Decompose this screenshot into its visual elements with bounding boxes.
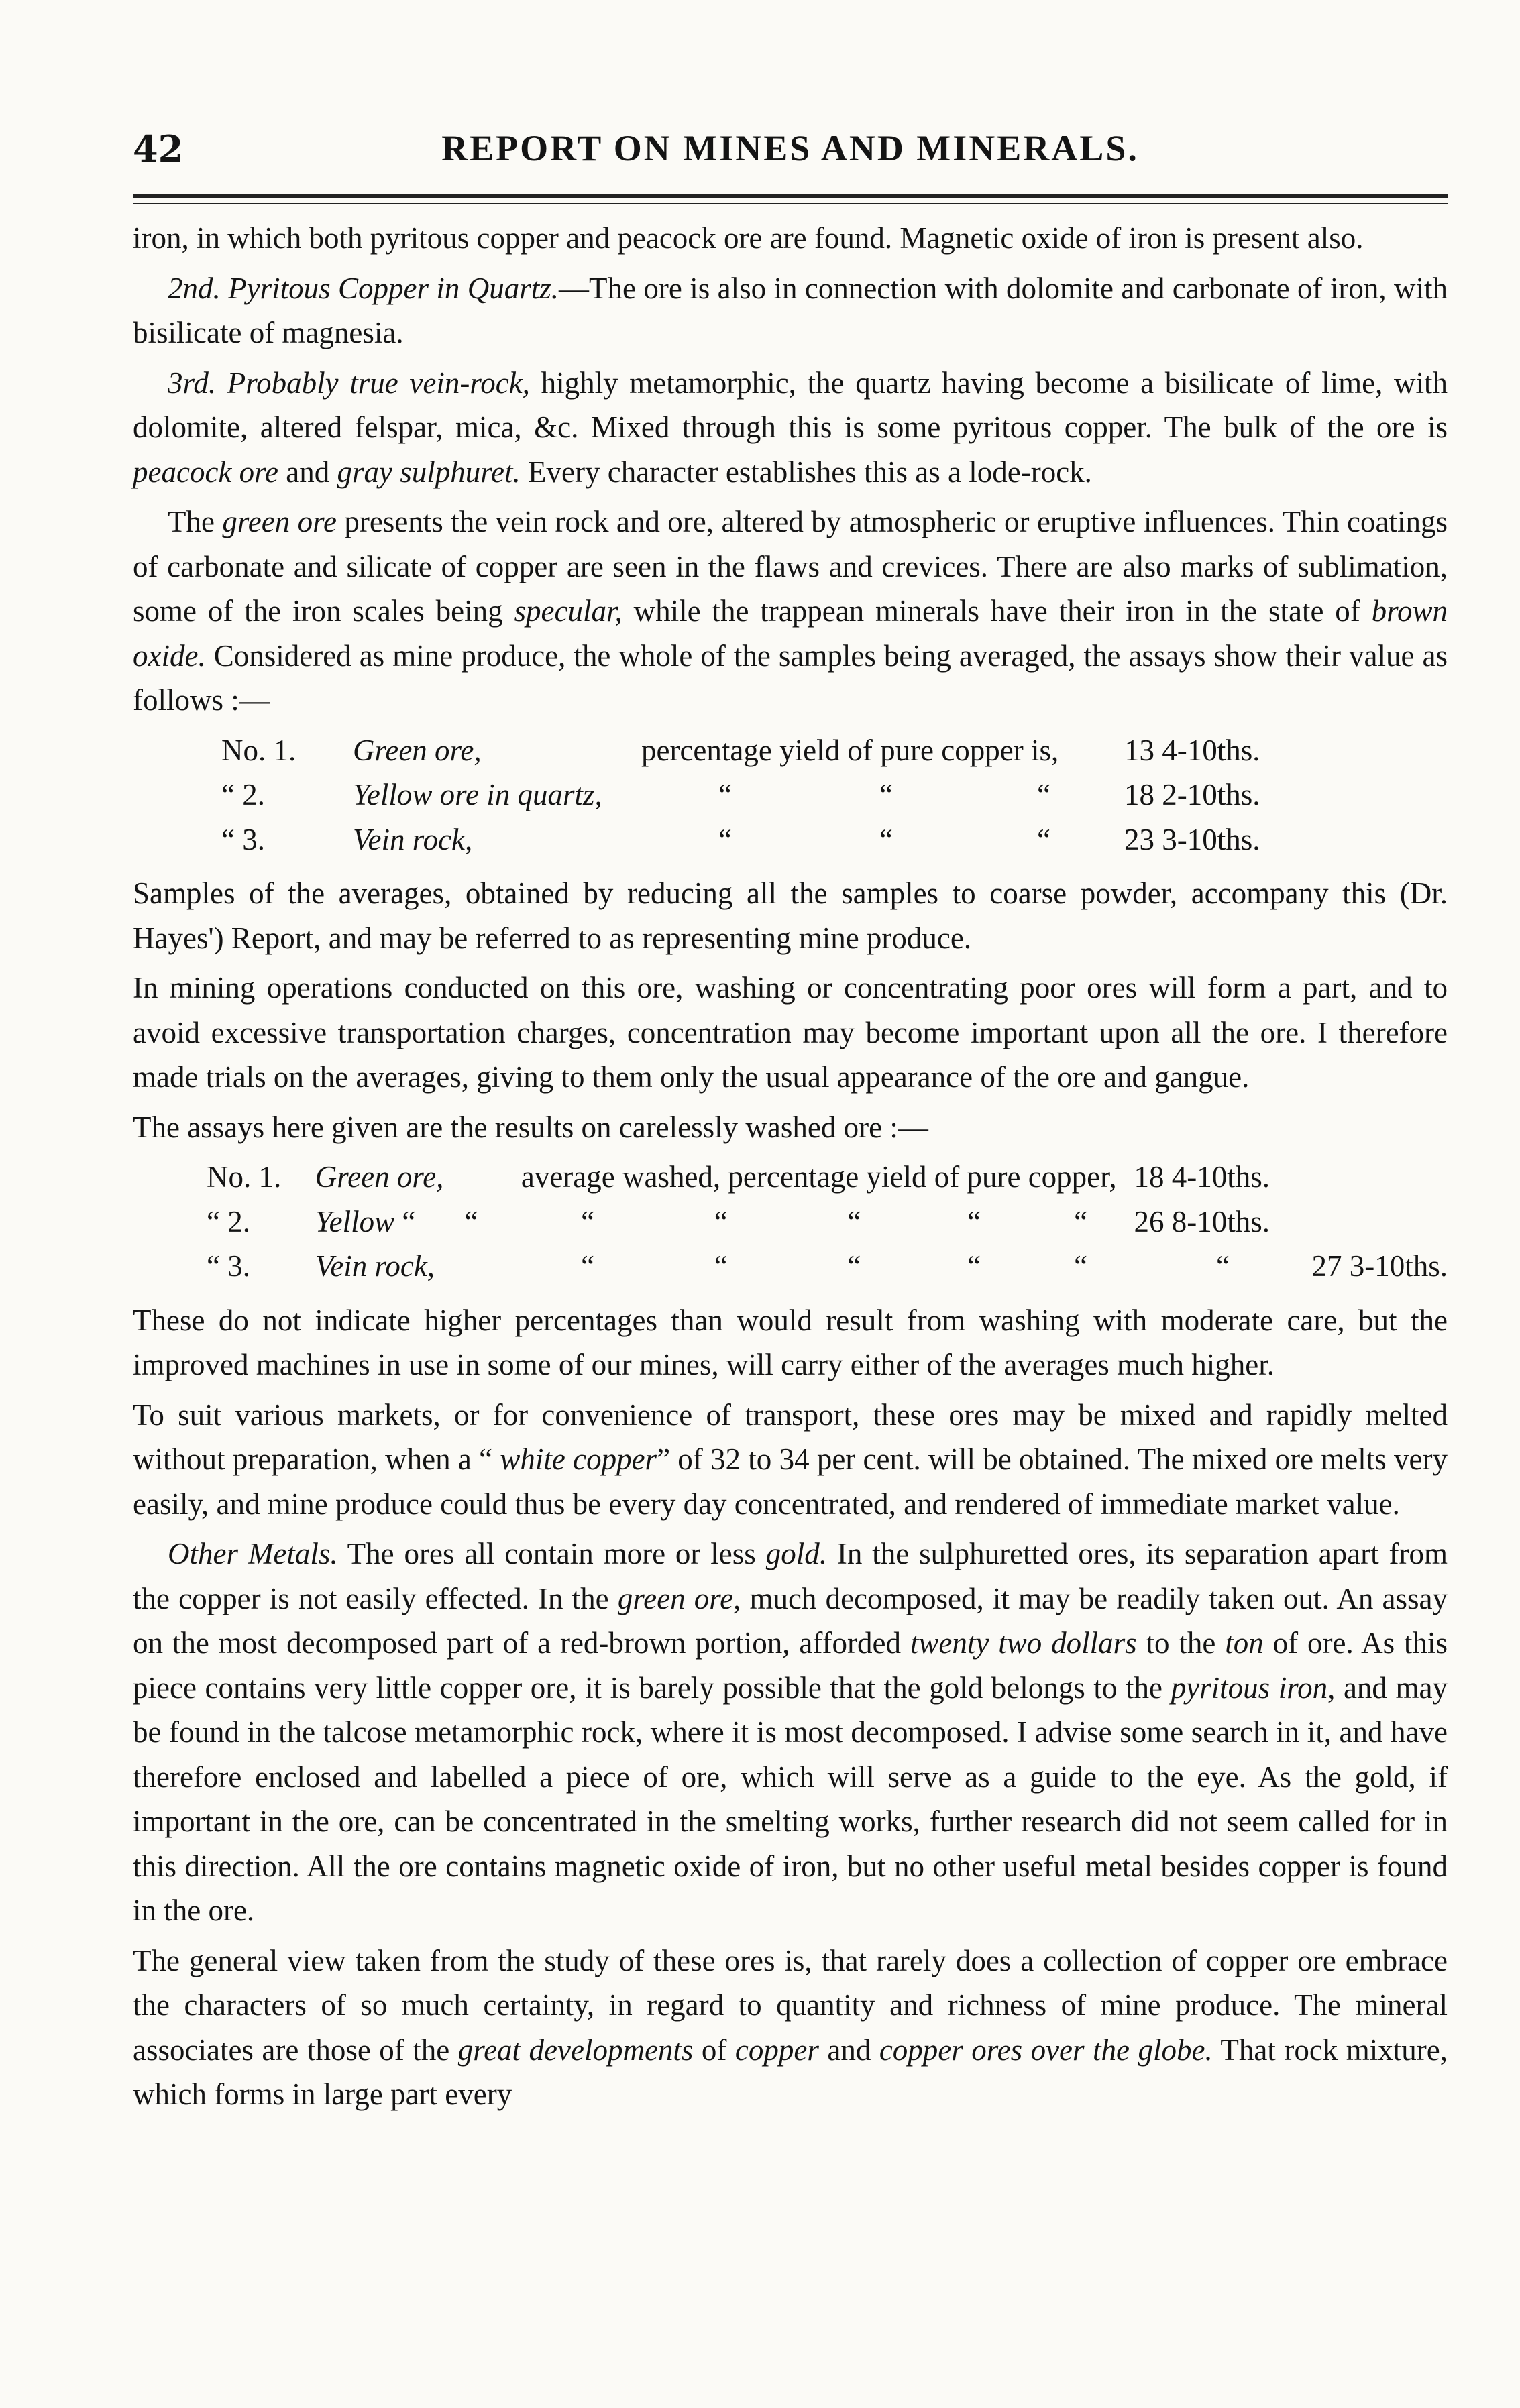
ore-name-text: Vein rock, [353,822,473,856]
ditto-mark: “ [879,778,893,811]
paragraph-10-lead: Other Metals. [168,1537,338,1570]
paragraph-10-emphasis: ton [1225,1626,1264,1660]
assay-number: “ 2. [221,778,265,811]
ditto-mark: “ [879,822,893,856]
paragraph-10-text: and may be found in the talcose metamorphic rock, where it is most decomposed. I advise some search in it, and have therefore enclosed and labelled a piece of ore, which will serve as a guide to the eye. As the gold, if important in the ore, can be concentrated in the smelting works, further research did not seem called for in this direction. All the ore contains magnetic oxide of iron, but no other useful metal besides copper is found in the ore. [133,1670,1448,1927]
paragraph-3 [133,361,1448,495]
paragraph-4 [133,500,1448,723]
body-text [133,216,1448,2122]
assay-number: “ 3. [207,1249,250,1283]
header-rule [133,194,1448,198]
ditto-mark: “ [718,778,732,811]
assay-number: No. 1. [221,733,296,767]
paragraph-10-emphasis: gold. [765,1537,827,1570]
assay-table-washed [207,1155,1448,1289]
ore-name-text: Yellow [315,1204,395,1239]
paragraph-3-lead: 3rd. Probably true vein-rock, [168,365,530,400]
table-row [207,1200,1448,1245]
paragraph-4-text: The [168,505,223,538]
ditto-mark: “ [718,822,732,856]
paragraph-4-emphasis: brown oxide. [133,594,1448,673]
ditto-mark: “ [847,1249,861,1283]
ore-name-text: Yellow ore in quartz, [353,778,602,811]
paragraph-5: Samples of the averages, obtained by reducing all the samples to coarse powder, accompany this (Dr. Hayes') Report, and may be referred to as representing mine produce. [133,876,1448,955]
ditto-mark: “ [967,1249,981,1283]
paragraph-2-text: —The ore is also in connection with dolomite and carbonate of iron, with bisilicate of magnesia. [133,271,1448,349]
paragraph-1: iron, in which both pyritous copper and peacock ore are found. Magnetic oxide of iron is present also. [133,221,1364,255]
ditto-mark: “ [581,1249,595,1283]
ore-name [353,817,641,862]
table-row [221,817,1319,862]
ditto-mark: “ [1037,822,1050,856]
paragraph-10-text: In the sulphuretted ores, its separation apart from the copper is not easily effected. In the [133,1537,1448,1615]
ore-name [315,1200,421,1245]
paragraph-10 [133,1532,1448,1933]
paragraph-11-text: and [818,2032,879,2067]
assay-description: percentage yield of pure copper is, [641,733,1059,767]
paragraph-11 [133,1939,1448,2117]
assay-table-unwashed [221,728,1319,862]
header-rule-thin [133,203,1448,204]
running-title: REPORT ON MINES AND MINERALS. [441,128,1139,168]
paragraph-3-text: highly metamorphic, the quartz having become a bisilicate of lime, with dolomite, altered felspar, mica, &c. Mixed through this is some pyritous copper. The bulk of the ore is [133,365,1448,444]
paragraph-9-text: To suit various markets, or for convenience of transport, these ores may be mixed and rapidly melted without preparation, when a “ [133,1397,1448,1476]
paragraph-10-emphasis: green ore, [617,1581,741,1615]
paragraph-9 [133,1393,1448,1527]
assay-result: 23 3-10ths. [1124,822,1260,856]
table-row [221,772,1319,817]
ore-name [315,1155,521,1200]
ditto-mark: “ [714,1204,728,1239]
table-row [221,728,1319,773]
ditto-mark: “ [581,1204,595,1239]
paragraph-4-emphasis: green ore [222,505,337,538]
ditto-mark: “ [1037,778,1050,811]
paragraph-11-text: The general view taken from the study of these ores is, that rarely does a collection of copper ore embrace the characters of so much certainty, in regard to quantity and richness of mine produce. The mineral associates are those of the [133,1943,1448,2067]
paragraph-11-emphasis: great developments [457,2032,694,2067]
paragraph-4-text: presents the vein rock and ore, altered by atmospheric or eruptive influences. Thin coatings of carbonate and silicate of copper are seen in the flaws and crevices. There are also marks of sublimation, some of the iron scales being [133,505,1448,628]
ditto-mark: “ [967,1204,981,1239]
paragraph-11-emphasis: copper [735,2032,819,2067]
ditto-mark: “ [847,1204,861,1239]
assay-number: No. 1. [207,1160,282,1194]
ditto-mark: “ [1074,1204,1088,1239]
paragraph-3-emphasis: gray sulphuret. [337,455,521,489]
paragraph-4-text: while the trappean minerals have their iron in the state of [622,594,1372,628]
paragraph-10-text: to the [1136,1626,1226,1660]
ditto-mark: “ [1216,1249,1230,1283]
paragraph-11-text: of [693,2032,735,2067]
paragraph-11-emphasis: copper ores over the globe. [879,2032,1213,2067]
ore-name [353,728,641,773]
ore-name-text: Green ore, [353,733,482,767]
paragraph-3-emphasis: peacock ore [133,455,278,489]
paragraph-2 [133,266,1448,355]
paragraph-10-text: The ores all contain more or less [337,1537,766,1570]
paragraph-4-emphasis: specular, [514,594,622,628]
ore-name [353,772,641,817]
assay-result: 26 8-10ths. [1134,1204,1270,1239]
ditto-mark: “ [1074,1249,1088,1283]
table-row [207,1244,1448,1289]
assay-number: “ 3. [221,822,265,856]
assay-number: “ 2. [207,1204,250,1239]
paragraph-6: In mining operations conducted on this ore, washing or concentrating poor ores will form a part, and to avoid excessive transportation charges, concentration may become important upon all the ore. I therefore made trials on the averages, giving to them only the usual appearance of the ore and gangue. [133,971,1448,1094]
paragraph-10-emphasis: pyritous iron, [1171,1670,1336,1705]
paragraph-9-emphasis: white copper [500,1442,657,1476]
paragraph-9-text: ” of 32 to 34 per cent. will be obtained. The mixed ore melts very easily, and mine produce could thus be every day concentrated, and rendered of immediate market value. [133,1442,1448,1521]
paragraph-3-text: and [278,455,337,489]
page-header [133,127,1448,188]
assay-description: average washed, percentage yield of pure copper, [521,1160,1117,1194]
paragraph-10-emphasis: twenty two dollars [910,1626,1137,1660]
paragraph-8: These do not indicate higher percentages than would result from washing with moderate care, but the improved machines in use in some of our mines, will carry either of the averages much higher. [133,1303,1448,1381]
assay-result: 18 4-10ths. [1134,1160,1270,1194]
ditto-mark: “ [402,1204,416,1239]
ore-name-text: Green ore, [315,1160,444,1194]
paragraph-3-text: Every character establishes this as a lode-rock. [520,455,1092,489]
paragraph-11-text: That rock mixture, which forms in large part every [133,2032,1448,2111]
ore-name-text: Vein rock, [315,1249,435,1283]
paragraph-4-text: Considered as mine produce, the whole of the samples being averaged, the assays show their value as follows :— [133,638,1448,717]
ore-name [315,1244,521,1289]
ditto-mark: “ [464,1204,478,1239]
table-row [207,1155,1448,1200]
paragraph-7: The assays here given are the results on carelessly washed ore :— [133,1110,928,1144]
assay-result: 27 3-10ths. [1311,1249,1448,1283]
assay-result: 18 2-10ths. [1124,778,1260,811]
paragraph-2-lead: 2nd. Pyritous Copper in Quartz. [168,271,559,305]
paragraph-10-text: of ore. As this piece contains very little copper ore, it is barely possible that the gold belongs to the [133,1626,1448,1705]
ditto-mark: “ [714,1249,728,1283]
assay-result: 13 4-10ths. [1124,733,1260,767]
paragraph-10-text: much decomposed, it may be readily taken out. An assay on the most decomposed part of a red-brown portion, afforded [133,1581,1448,1660]
page-number: 42 [133,127,184,170]
